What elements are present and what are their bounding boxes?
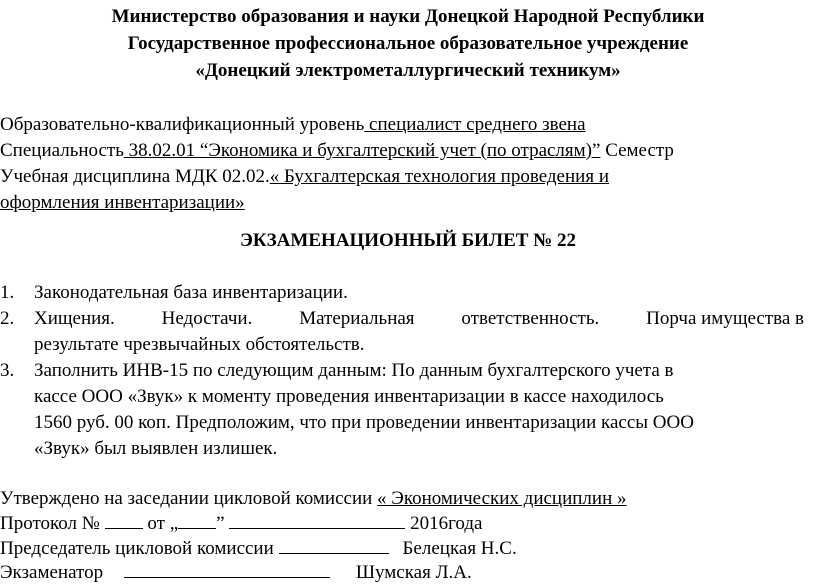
discipline-line-continued bbox=[0, 190, 245, 216]
ticket-title: ЭКЗАМЕНАЦИОННЫЙ БИЛЕТ № 22 bbox=[239, 230, 577, 251]
question-2-line-2: результате чрезвычайных обстоятельств. bbox=[34, 334, 365, 355]
question-3-line-3: 1560 руб. 00 коп. Предположим, что при проведении инвентаризации кассы ООО bbox=[34, 412, 694, 433]
question-2-number: 2. bbox=[0, 308, 15, 329]
examiner-label: Экзаменатор bbox=[0, 562, 108, 583]
protocol-label: Протокол № bbox=[0, 513, 100, 534]
question-2-line-1 bbox=[34, 306, 804, 332]
commission-name: « Экономических дисциплин » bbox=[377, 488, 627, 509]
discipline-label: Учебная дисциплина МДК 02.02. bbox=[0, 166, 270, 187]
protocol-quote-close: ” bbox=[216, 513, 230, 534]
question-3-line-2: кассе ООО «Звук» к моменту проведения инвентаризации в кассе находилось bbox=[34, 386, 664, 407]
question-1-number: 1. bbox=[0, 282, 15, 303]
question-2-word: Хищения. bbox=[34, 308, 115, 329]
approval-line bbox=[0, 486, 627, 512]
discipline-value: « Бухгалтерская технология проведения и bbox=[269, 166, 609, 187]
question-3-line-1: Заполнить ИНВ-15 по следующим данным: По данным бухгалтерского учета в bbox=[34, 360, 674, 381]
examiner-signature-blank bbox=[124, 559, 330, 578]
examiner-line bbox=[0, 559, 472, 586]
chairman-label: Председатель цикловой комиссии bbox=[0, 538, 279, 559]
protocol-day-blank bbox=[178, 510, 216, 529]
question-2-word: Порча имущества в bbox=[646, 308, 804, 329]
qualification-level-line bbox=[0, 112, 586, 138]
examiner-name: Шумская Л.А. bbox=[355, 562, 472, 583]
question-2-word: Материальная bbox=[299, 308, 415, 329]
specialty-label: Специальность bbox=[0, 140, 124, 161]
question-1-text: Законодательная база инвентаризации. bbox=[34, 282, 348, 303]
discipline-line bbox=[0, 164, 609, 190]
protocol-number-blank bbox=[105, 510, 143, 529]
qualification-level-label: Образовательно-квалификационный уровень bbox=[0, 114, 365, 135]
ministry-heading: Министерство образования и науки Донецкой Народной Республики bbox=[111, 6, 705, 27]
institution-name-heading: «Донецкий электрометаллургический техникум» bbox=[195, 60, 621, 81]
chairman-line bbox=[0, 535, 517, 562]
protocol-year: 2016года bbox=[405, 513, 483, 534]
approval-label: Утверждено на заседании цикловой комиссии bbox=[0, 488, 378, 509]
specialty-value: 38.02.01 “Экономика и бухгалтерский учет (по отраслям)” bbox=[123, 140, 601, 161]
question-3-number: 3. bbox=[0, 360, 15, 381]
specialty-line bbox=[0, 138, 674, 164]
question-3-line-4: «Звук» был выявлен излишек. bbox=[34, 438, 278, 459]
protocol-from-label: от „ bbox=[142, 513, 179, 534]
qualification-level-value: специалист среднего звена bbox=[364, 114, 586, 135]
protocol-line bbox=[0, 510, 482, 537]
chairman-name: Белецкая Н.С. bbox=[402, 538, 517, 559]
question-2-word: Недостачи. bbox=[161, 308, 253, 329]
protocol-month-blank bbox=[229, 510, 405, 529]
chairman-signature-blank bbox=[279, 535, 389, 554]
institution-type-heading: Государственное профессиональное образовательное учреждение bbox=[127, 33, 689, 54]
question-2-word: ответственность. bbox=[461, 308, 600, 329]
semester-label: Семестр bbox=[600, 140, 674, 161]
discipline-value-continued: оформления инвентаризации» bbox=[0, 192, 245, 213]
